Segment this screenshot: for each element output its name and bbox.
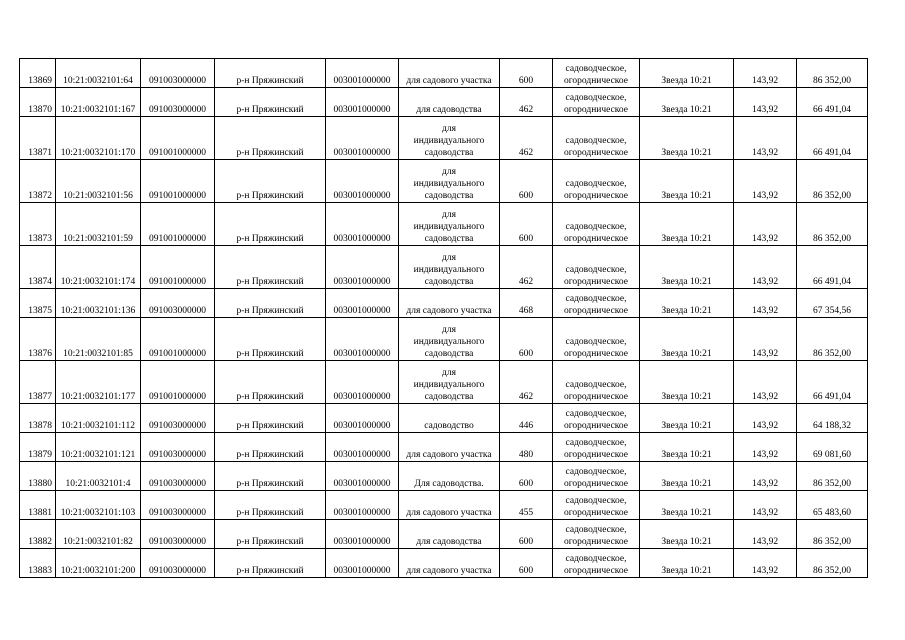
cell-permitted-use-line: индивидуального: [413, 265, 485, 275]
cell-cadastral-number: 10:21:0032101:4: [56, 462, 141, 491]
cell-row-number: 13871: [20, 117, 56, 160]
cell-cadastral-value: 86 352,00: [797, 203, 868, 246]
cell-use-category-line: садоводческое,: [565, 409, 627, 419]
cell-zone: Звезда 10:21: [640, 160, 734, 203]
cell-district: р-н Пряжинский: [215, 462, 326, 491]
cell-area: 600: [500, 549, 553, 578]
cell-code: 091003000000: [141, 289, 215, 318]
table-row: [20, 59, 868, 88]
table-row: [20, 361, 868, 404]
cell-code: 091003000000: [141, 404, 215, 433]
cell-permitted-use: [399, 361, 500, 404]
cell-permitted-use: [399, 491, 500, 520]
cell-use-category: [553, 549, 640, 578]
cell-use-category-line: огородническое: [563, 479, 629, 489]
cell-area: 600: [500, 520, 553, 549]
table-row: [20, 520, 868, 549]
cell-permitted-use-line: садоводства: [424, 392, 474, 402]
land-parcels-table: [19, 58, 868, 578]
cell-zone: Звезда 10:21: [640, 462, 734, 491]
cell-use-category-line: огородническое: [563, 76, 629, 86]
cell-permitted-use: [399, 117, 500, 160]
cell-use-category: [553, 462, 640, 491]
cell-use-category-line: садоводческое,: [565, 136, 627, 146]
cell-cadastral-value: 64 188,32: [797, 404, 868, 433]
cell-zone: Звезда 10:21: [640, 404, 734, 433]
table-row: [20, 462, 868, 491]
table-row: [20, 433, 868, 462]
cell-cadastral-number: 10:21:0032101:56: [56, 160, 141, 203]
cell-use-category: [553, 160, 640, 203]
cell-use-category: [553, 203, 640, 246]
cell-settlement-code: 003001000000: [326, 117, 399, 160]
cell-zone: Звезда 10:21: [640, 520, 734, 549]
cell-zone: Звезда 10:21: [640, 246, 734, 289]
cell-cadastral-number: 10:21:0032101:170: [56, 117, 141, 160]
cell-use-category-line: садоводческое,: [565, 222, 627, 232]
cell-row-number: 13870: [20, 88, 56, 117]
cell-specific-value: 143,92: [734, 117, 797, 160]
cell-area: 446: [500, 404, 553, 433]
cell-permitted-use-line: для: [442, 124, 456, 134]
cell-zone: Звезда 10:21: [640, 433, 734, 462]
cell-use-category-line: садоводческое,: [565, 496, 627, 506]
cell-permitted-use-line: для: [442, 325, 456, 335]
cell-row-number: 13875: [20, 289, 56, 318]
cell-row-number: 13880: [20, 462, 56, 491]
cell-row-number: 13882: [20, 520, 56, 549]
cell-specific-value: 143,92: [734, 462, 797, 491]
table-row: [20, 160, 868, 203]
cell-use-category: [553, 318, 640, 361]
cell-code: 091001000000: [141, 246, 215, 289]
cell-use-category-line: огородническое: [563, 349, 629, 359]
cell-use-category: [553, 433, 640, 462]
cell-row-number: 13881: [20, 491, 56, 520]
cell-permitted-use-line: индивидуального: [413, 136, 485, 146]
cell-cadastral-value: 66 491,04: [797, 361, 868, 404]
cell-district: р-н Пряжинский: [215, 361, 326, 404]
cell-specific-value: 143,92: [734, 203, 797, 246]
cell-permitted-use-line: для садового участка: [406, 508, 492, 518]
cell-area: 462: [500, 361, 553, 404]
cell-settlement-code: 003001000000: [326, 88, 399, 117]
cell-code: 091001000000: [141, 203, 215, 246]
cell-permitted-use-line: садоводство: [424, 421, 474, 431]
cell-cadastral-number: 10:21:0032101:85: [56, 318, 141, 361]
cell-permitted-use: [399, 203, 500, 246]
cell-use-category-line: огородническое: [563, 277, 629, 287]
cell-settlement-code: 003001000000: [326, 433, 399, 462]
cell-cadastral-number: 10:21:0032101:174: [56, 246, 141, 289]
cell-area: 462: [500, 117, 553, 160]
table-row: [20, 203, 868, 246]
cell-use-category: [553, 289, 640, 318]
cell-specific-value: 143,92: [734, 520, 797, 549]
cell-permitted-use-line: для садового участка: [406, 566, 492, 576]
cell-code: 091003000000: [141, 549, 215, 578]
cell-permitted-use-line: садоводства: [424, 234, 474, 244]
cell-use-category-line: садоводческое,: [565, 467, 627, 477]
cell-specific-value: 143,92: [734, 88, 797, 117]
cell-specific-value: 143,92: [734, 246, 797, 289]
cell-row-number: 13874: [20, 246, 56, 289]
cell-area: 600: [500, 59, 553, 88]
table-row: [20, 246, 868, 289]
table-row: [20, 289, 868, 318]
table-row: [20, 318, 868, 361]
cell-permitted-use: [399, 59, 500, 88]
cell-permitted-use: [399, 160, 500, 203]
cell-specific-value: 143,92: [734, 404, 797, 433]
cell-cadastral-value: 69 081,60: [797, 433, 868, 462]
cell-row-number: 13873: [20, 203, 56, 246]
cell-use-category-line: садоводческое,: [565, 337, 627, 347]
cell-zone: Звезда 10:21: [640, 59, 734, 88]
cell-district: р-н Пряжинский: [215, 433, 326, 462]
cell-permitted-use-line: для: [442, 167, 456, 177]
cell-permitted-use-line: для: [442, 253, 456, 263]
cell-settlement-code: 003001000000: [326, 318, 399, 361]
cell-row-number: 13869: [20, 59, 56, 88]
cell-code: 091001000000: [141, 117, 215, 160]
cell-cadastral-value: 66 491,04: [797, 88, 868, 117]
cell-row-number: 13872: [20, 160, 56, 203]
cell-area: 462: [500, 88, 553, 117]
cell-cadastral-value: 66 491,04: [797, 246, 868, 289]
table-row: [20, 117, 868, 160]
cell-district: р-н Пряжинский: [215, 160, 326, 203]
cell-zone: Звезда 10:21: [640, 318, 734, 361]
cell-cadastral-number: 10:21:0032101:82: [56, 520, 141, 549]
cell-permitted-use: [399, 318, 500, 361]
cell-settlement-code: 003001000000: [326, 160, 399, 203]
cell-use-category-line: огородническое: [563, 508, 629, 518]
cell-cadastral-value: 86 352,00: [797, 318, 868, 361]
cell-code: 091003000000: [141, 462, 215, 491]
cell-cadastral-number: 10:21:0032101:112: [56, 404, 141, 433]
cell-zone: Звезда 10:21: [640, 289, 734, 318]
cell-district: р-н Пряжинский: [215, 520, 326, 549]
cell-cadastral-value: 66 491,04: [797, 117, 868, 160]
cell-specific-value: 143,92: [734, 491, 797, 520]
cell-area: 468: [500, 289, 553, 318]
cell-permitted-use-line: Для садоводства.: [414, 479, 484, 489]
table-row: [20, 549, 868, 578]
cell-permitted-use-line: индивидуального: [413, 337, 485, 347]
cell-use-category-line: огородническое: [563, 105, 629, 115]
cell-use-category-line: огородническое: [563, 392, 629, 402]
cell-use-category-line: садоводческое,: [565, 294, 627, 304]
table-row: [20, 404, 868, 433]
cell-permitted-use-line: для садового участка: [406, 450, 492, 460]
cell-cadastral-number: 10:21:0032101:177: [56, 361, 141, 404]
cell-zone: Звезда 10:21: [640, 361, 734, 404]
cell-specific-value: 143,92: [734, 361, 797, 404]
cell-settlement-code: 003001000000: [326, 246, 399, 289]
cell-cadastral-value: 86 352,00: [797, 59, 868, 88]
cell-code: 091001000000: [141, 361, 215, 404]
cell-use-category: [553, 88, 640, 117]
cell-use-category: [553, 404, 640, 433]
cell-permitted-use-line: для садового участка: [406, 76, 492, 86]
cell-specific-value: 143,92: [734, 549, 797, 578]
cell-use-category-line: садоводческое,: [565, 265, 627, 275]
cell-permitted-use: [399, 289, 500, 318]
cell-use-category-line: садоводческое,: [565, 179, 627, 189]
cell-cadastral-value: 65 483,60: [797, 491, 868, 520]
cell-permitted-use-line: для садового участка: [406, 306, 492, 316]
cell-permitted-use: [399, 462, 500, 491]
cell-row-number: 13877: [20, 361, 56, 404]
cell-district: р-н Пряжинский: [215, 88, 326, 117]
cell-settlement-code: 003001000000: [326, 59, 399, 88]
cell-use-category-line: огородническое: [563, 191, 629, 201]
cell-zone: Звезда 10:21: [640, 549, 734, 578]
cell-permitted-use-line: для: [442, 210, 456, 220]
cell-cadastral-value: 86 352,00: [797, 549, 868, 578]
cell-use-category-line: огородническое: [563, 566, 629, 576]
cell-settlement-code: 003001000000: [326, 549, 399, 578]
cell-use-category-line: огородническое: [563, 537, 629, 547]
cell-zone: Звезда 10:21: [640, 491, 734, 520]
cell-code: 091003000000: [141, 59, 215, 88]
cell-use-category: [553, 361, 640, 404]
cell-district: р-н Пряжинский: [215, 289, 326, 318]
cell-permitted-use: [399, 433, 500, 462]
cell-cadastral-number: 10:21:0032101:121: [56, 433, 141, 462]
cell-district: р-н Пряжинский: [215, 117, 326, 160]
cell-settlement-code: 003001000000: [326, 203, 399, 246]
cell-use-category-line: садоводческое,: [565, 380, 627, 390]
cell-code: 091001000000: [141, 318, 215, 361]
cell-cadastral-value: 86 352,00: [797, 462, 868, 491]
cell-cadastral-number: 10:21:0032101:103: [56, 491, 141, 520]
cell-area: 600: [500, 462, 553, 491]
cell-use-category-line: огородническое: [563, 450, 629, 460]
table-row: [20, 88, 868, 117]
cell-use-category: [553, 59, 640, 88]
cell-district: р-н Пряжинский: [215, 318, 326, 361]
cell-area: 600: [500, 203, 553, 246]
cell-district: р-н Пряжинский: [215, 549, 326, 578]
cell-cadastral-number: 10:21:0032101:167: [56, 88, 141, 117]
cell-permitted-use: [399, 88, 500, 117]
cell-settlement-code: 003001000000: [326, 289, 399, 318]
cell-row-number: 13878: [20, 404, 56, 433]
cell-permitted-use-line: садоводства: [424, 148, 474, 158]
cell-permitted-use: [399, 404, 500, 433]
cell-cadastral-number: 10:21:0032101:136: [56, 289, 141, 318]
cell-district: р-н Пряжинский: [215, 203, 326, 246]
cell-permitted-use-line: индивидуального: [413, 222, 485, 232]
cell-use-category-line: огородническое: [563, 306, 629, 316]
cell-use-category-line: садоводческое,: [565, 438, 627, 448]
cell-cadastral-value: 86 352,00: [797, 160, 868, 203]
cell-permitted-use-line: садоводства: [424, 277, 474, 287]
cell-specific-value: 143,92: [734, 289, 797, 318]
cell-zone: Звезда 10:21: [640, 88, 734, 117]
cell-code: 091003000000: [141, 433, 215, 462]
cell-district: р-н Пряжинский: [215, 404, 326, 433]
cell-cadastral-number: 10:21:0032101:200: [56, 549, 141, 578]
cell-cadastral-value: 86 352,00: [797, 520, 868, 549]
cell-code: 091003000000: [141, 88, 215, 117]
cell-district: р-н Пряжинский: [215, 59, 326, 88]
cell-area: 462: [500, 246, 553, 289]
cell-use-category: [553, 491, 640, 520]
cell-area: 600: [500, 318, 553, 361]
cell-use-category-line: садоводческое,: [565, 525, 627, 535]
cell-use-category-line: садоводческое,: [565, 93, 627, 103]
cell-use-category-line: огородническое: [563, 421, 629, 431]
cell-permitted-use-line: садоводства: [424, 191, 474, 201]
cell-row-number: 13883: [20, 549, 56, 578]
cell-use-category-line: садоводческое,: [565, 64, 627, 74]
cell-use-category-line: огородническое: [563, 148, 629, 158]
cell-area: 455: [500, 491, 553, 520]
cell-specific-value: 143,92: [734, 160, 797, 203]
cell-use-category: [553, 246, 640, 289]
cell-row-number: 13879: [20, 433, 56, 462]
cell-area: 480: [500, 433, 553, 462]
cell-permitted-use-line: садоводства: [424, 349, 474, 359]
cell-permitted-use-line: для садоводства: [416, 105, 482, 115]
cell-district: р-н Пряжинский: [215, 491, 326, 520]
cell-specific-value: 143,92: [734, 433, 797, 462]
cell-cadastral-value: 67 354,56: [797, 289, 868, 318]
cell-use-category-line: огородническое: [563, 234, 629, 244]
cell-settlement-code: 003001000000: [326, 520, 399, 549]
cell-zone: Звезда 10:21: [640, 203, 734, 246]
table-row: [20, 491, 868, 520]
cell-specific-value: 143,92: [734, 59, 797, 88]
cell-cadastral-number: 10:21:0032101:64: [56, 59, 141, 88]
cell-use-category-line: садоводческое,: [565, 554, 627, 564]
cell-permitted-use-line: индивидуального: [413, 380, 485, 390]
cell-use-category: [553, 117, 640, 160]
cell-cadastral-number: 10:21:0032101:59: [56, 203, 141, 246]
cell-settlement-code: 003001000000: [326, 404, 399, 433]
cell-code: 091003000000: [141, 520, 215, 549]
cell-district: р-н Пряжинский: [215, 246, 326, 289]
cell-settlement-code: 003001000000: [326, 491, 399, 520]
cell-permitted-use: [399, 549, 500, 578]
cell-settlement-code: 003001000000: [326, 462, 399, 491]
cell-code: 091003000000: [141, 491, 215, 520]
cell-area: 600: [500, 160, 553, 203]
table-body: [20, 59, 868, 578]
cell-permitted-use-line: для садоводства: [416, 537, 482, 547]
cell-specific-value: 143,92: [734, 318, 797, 361]
cell-row-number: 13876: [20, 318, 56, 361]
cell-zone: Звезда 10:21: [640, 117, 734, 160]
cell-permitted-use-line: для: [442, 368, 456, 378]
cell-permitted-use: [399, 246, 500, 289]
cell-use-category: [553, 520, 640, 549]
cell-permitted-use: [399, 520, 500, 549]
cell-settlement-code: 003001000000: [326, 361, 399, 404]
cell-code: 091001000000: [141, 160, 215, 203]
cell-permitted-use-line: индивидуального: [413, 179, 485, 189]
